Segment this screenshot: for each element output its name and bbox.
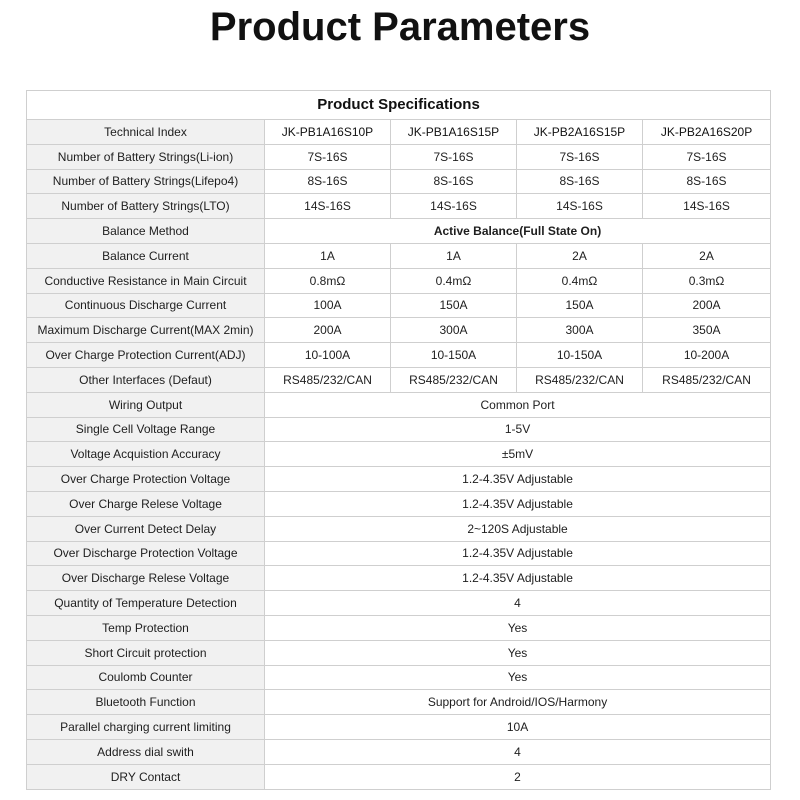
row-value: Yes — [265, 615, 771, 640]
row-value: 0.8mΩ — [265, 268, 391, 293]
row-value: 350A — [643, 318, 771, 343]
row-value: 8S-16S — [265, 169, 391, 194]
row-label: Balance Current — [27, 243, 265, 268]
row-label: DRY Contact — [27, 764, 265, 789]
header-row — [27, 120, 771, 145]
model-header: JK-PB2A16S20P — [643, 120, 771, 145]
row-label: Maximum Discharge Current(MAX 2min) — [27, 318, 265, 343]
row-value: 200A — [265, 318, 391, 343]
table-row — [27, 268, 771, 293]
table-row — [27, 442, 771, 467]
model-header: JK-PB1A16S15P — [391, 120, 517, 145]
row-value: 10-150A — [391, 343, 517, 368]
table-row — [27, 194, 771, 219]
row-value: 150A — [391, 293, 517, 318]
row-label: Balance Method — [27, 219, 265, 244]
table-row — [27, 665, 771, 690]
table-row — [27, 144, 771, 169]
row-value: 2A — [517, 243, 643, 268]
row-value: 1A — [265, 243, 391, 268]
row-value: Yes — [265, 640, 771, 665]
table-row — [27, 417, 771, 442]
row-value: 7S-16S — [643, 144, 771, 169]
row-value: 7S-16S — [391, 144, 517, 169]
row-value: RS485/232/CAN — [643, 367, 771, 392]
table-row — [27, 343, 771, 368]
row-value: 1.2-4.35V Adjustable — [265, 467, 771, 492]
header-label: Technical Index — [27, 120, 265, 145]
row-value: 1.2-4.35V Adjustable — [265, 491, 771, 516]
row-label: Short Circuit protection — [27, 640, 265, 665]
row-value: Common Port — [265, 392, 771, 417]
row-value: RS485/232/CAN — [517, 367, 643, 392]
row-label: Conductive Resistance in Main Circuit — [27, 268, 265, 293]
row-label: Number of Battery Strings(Lifepo4) — [27, 169, 265, 194]
table-row — [27, 169, 771, 194]
row-value: 300A — [517, 318, 643, 343]
row-label: Number of Battery Strings(LTO) — [27, 194, 265, 219]
row-value: 4 — [265, 591, 771, 616]
table-row — [27, 516, 771, 541]
row-label: Continuous Discharge Current — [27, 293, 265, 318]
row-label: Other Interfaces (Defaut) — [27, 367, 265, 392]
row-value: 1.2-4.35V Adjustable — [265, 566, 771, 591]
row-value: 7S-16S — [265, 144, 391, 169]
row-label: Voltage Acquistion Accuracy — [27, 442, 265, 467]
table-row — [27, 491, 771, 516]
row-label: Bluetooth Function — [27, 690, 265, 715]
row-value: 7S-16S — [517, 144, 643, 169]
row-label: Address dial swith — [27, 739, 265, 764]
row-value: 300A — [391, 318, 517, 343]
row-value: 2A — [643, 243, 771, 268]
row-label: Temp Protection — [27, 615, 265, 640]
row-value: 100A — [265, 293, 391, 318]
table-row — [27, 640, 771, 665]
table-row — [27, 367, 771, 392]
row-value: Active Balance(Full State On) — [265, 219, 771, 244]
row-value: 150A — [517, 293, 643, 318]
row-label: Quantity of Temperature Detection — [27, 591, 265, 616]
row-value: 2 — [265, 764, 771, 789]
table-row — [27, 591, 771, 616]
row-value: 10-150A — [517, 343, 643, 368]
row-value: 0.3mΩ — [643, 268, 771, 293]
row-value: 14S-16S — [643, 194, 771, 219]
row-value: 14S-16S — [265, 194, 391, 219]
row-value: RS485/232/CAN — [265, 367, 391, 392]
table-row — [27, 739, 771, 764]
model-header: JK-PB1A16S10P — [265, 120, 391, 145]
row-value: 14S-16S — [391, 194, 517, 219]
table-row — [27, 467, 771, 492]
row-value: 4 — [265, 739, 771, 764]
row-label: Over Charge Protection Current(ADJ) — [27, 343, 265, 368]
row-value: 2~120S Adjustable — [265, 516, 771, 541]
row-label: Number of Battery Strings(Li-ion) — [27, 144, 265, 169]
table-row — [27, 318, 771, 343]
page-title: Product Parameters — [209, 5, 591, 49]
row-value: 0.4mΩ — [391, 268, 517, 293]
row-label: Wiring Output — [27, 392, 265, 417]
row-value: 0.4mΩ — [517, 268, 643, 293]
row-value: 10-100A — [265, 343, 391, 368]
spec-body — [27, 144, 771, 789]
row-value: 10A — [265, 715, 771, 740]
row-label: Over Discharge Relese Voltage — [27, 566, 265, 591]
table-caption: Product Specifications — [27, 91, 771, 120]
row-label: Over Current Detect Delay — [27, 516, 265, 541]
table-row — [27, 615, 771, 640]
row-value: 8S-16S — [643, 169, 771, 194]
table-row — [27, 243, 771, 268]
table-row — [27, 764, 771, 789]
row-label: Over Discharge Protection Voltage — [27, 541, 265, 566]
row-value: 14S-16S — [517, 194, 643, 219]
table-row — [27, 715, 771, 740]
model-header: JK-PB2A16S15P — [517, 120, 643, 145]
row-value: ±5mV — [265, 442, 771, 467]
row-value: 1A — [391, 243, 517, 268]
row-label: Over Charge Relese Voltage — [27, 491, 265, 516]
row-label: Parallel charging current limiting — [27, 715, 265, 740]
row-value: RS485/232/CAN — [391, 367, 517, 392]
row-value: 200A — [643, 293, 771, 318]
table-row — [27, 293, 771, 318]
table-row — [27, 566, 771, 591]
row-label: Coulomb Counter — [27, 665, 265, 690]
table-row — [27, 219, 771, 244]
row-label: Single Cell Voltage Range — [27, 417, 265, 442]
row-value: 8S-16S — [517, 169, 643, 194]
row-value: 1.2-4.35V Adjustable — [265, 541, 771, 566]
table-row — [27, 690, 771, 715]
table-row — [27, 541, 771, 566]
row-value: 8S-16S — [391, 169, 517, 194]
row-value: Support for Android/IOS/Harmony — [265, 690, 771, 715]
row-label: Over Charge Protection Voltage — [27, 467, 265, 492]
table-row — [27, 392, 771, 417]
caption-row — [27, 91, 771, 120]
row-value: Yes — [265, 665, 771, 690]
row-value: 10-200A — [643, 343, 771, 368]
row-value: 1-5V — [265, 417, 771, 442]
spec-table — [26, 90, 771, 790]
